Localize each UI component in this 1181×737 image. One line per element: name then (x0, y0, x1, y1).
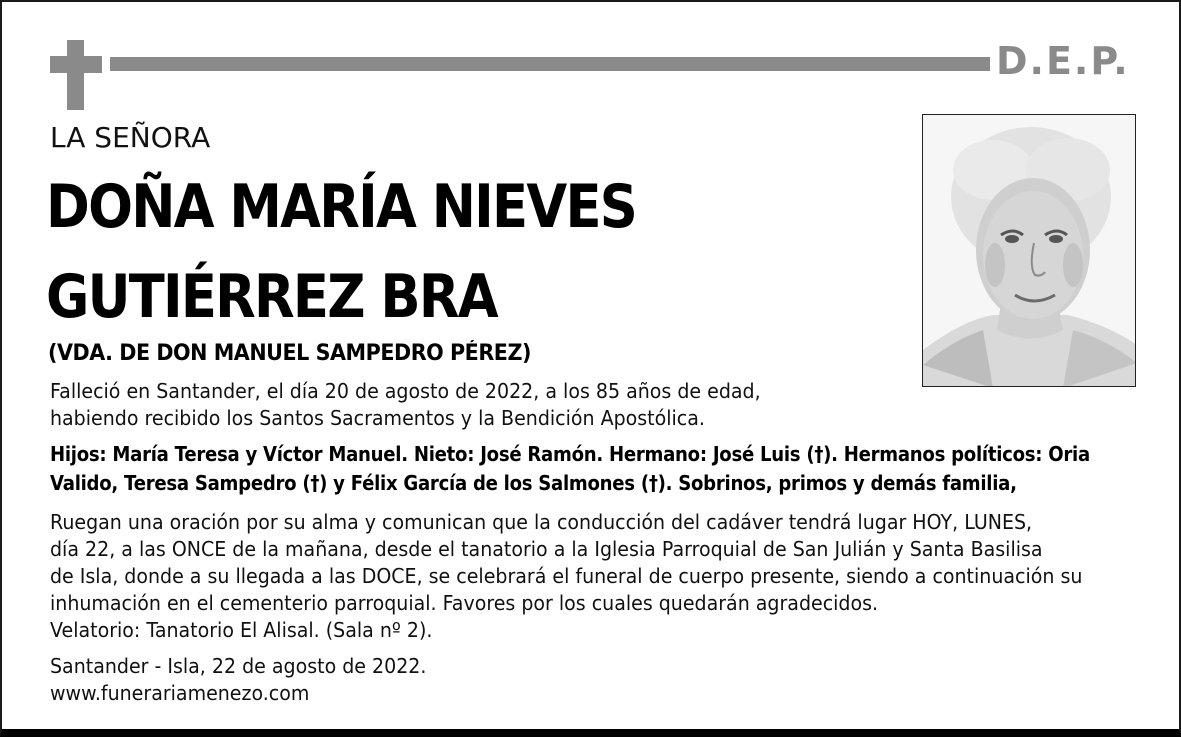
family-line: Valido, Teresa Sampedro (†) y Félix García de los Salmones (†). Sobrinos, primos y demás familia, (50, 471, 1017, 495)
place-date: Santander - Isla, 22 de agosto de 2022. (50, 654, 427, 678)
latin-cross-icon (50, 40, 102, 110)
service-line: día 22, a las ONCE de la mañana, desde el tanatorio a la Iglesia Parroquial de San Julián y Santa Basilisa (50, 537, 1043, 561)
portrait-image-icon (923, 115, 1136, 387)
deceased-name (46, 162, 803, 342)
deceased-name-line: DOÑA MARÍA NIEVES (46, 172, 637, 242)
family-list (50, 440, 1090, 498)
header-rule (110, 57, 990, 71)
family-line: Hijos: María Teresa y Víctor Manuel. Nieto: José Ramón. Hermano: José Luis (†). Hermanos políticos: Oria (50, 442, 1090, 466)
portrait-photo (922, 114, 1136, 387)
footer (50, 653, 426, 707)
dep-label: D.E.P. (996, 39, 1130, 83)
service-line: de Isla, donde a su llegada a las DOCE, se celebrará el funeral de cuerpo presente, siendo a continuación su (50, 564, 1083, 588)
death-notice-line: habiendo recibido los Santos Sacramentos y la Bendición Apostólica. (50, 406, 705, 430)
widow-of: (VDA. DE DON MANUEL SAMPEDRO PÉREZ) (48, 341, 531, 366)
death-notice (50, 378, 761, 432)
service-details (50, 509, 1082, 644)
death-notice-line: Falleció en Santander, el día 20 de agosto de 2022, a los 85 años de edad, (50, 379, 761, 403)
deceased-name-line: GUTIÉRREZ BRA (46, 262, 497, 332)
service-line: Velatorio: Tanatorio El Alisal. (Sala nº 2). (50, 618, 433, 642)
website-link[interactable]: www.funerariamenezo.com (50, 681, 310, 705)
service-line: Ruegan una oración por su alma y comunican que la conducción del cadáver tendrá lugar HOY, LUNES, (50, 510, 1033, 534)
intro-label: LA SEÑORA (50, 121, 211, 154)
service-line: inhumación en el cementerio parroquial. Favores por los cuales quedarán agradecidos. (50, 591, 879, 615)
